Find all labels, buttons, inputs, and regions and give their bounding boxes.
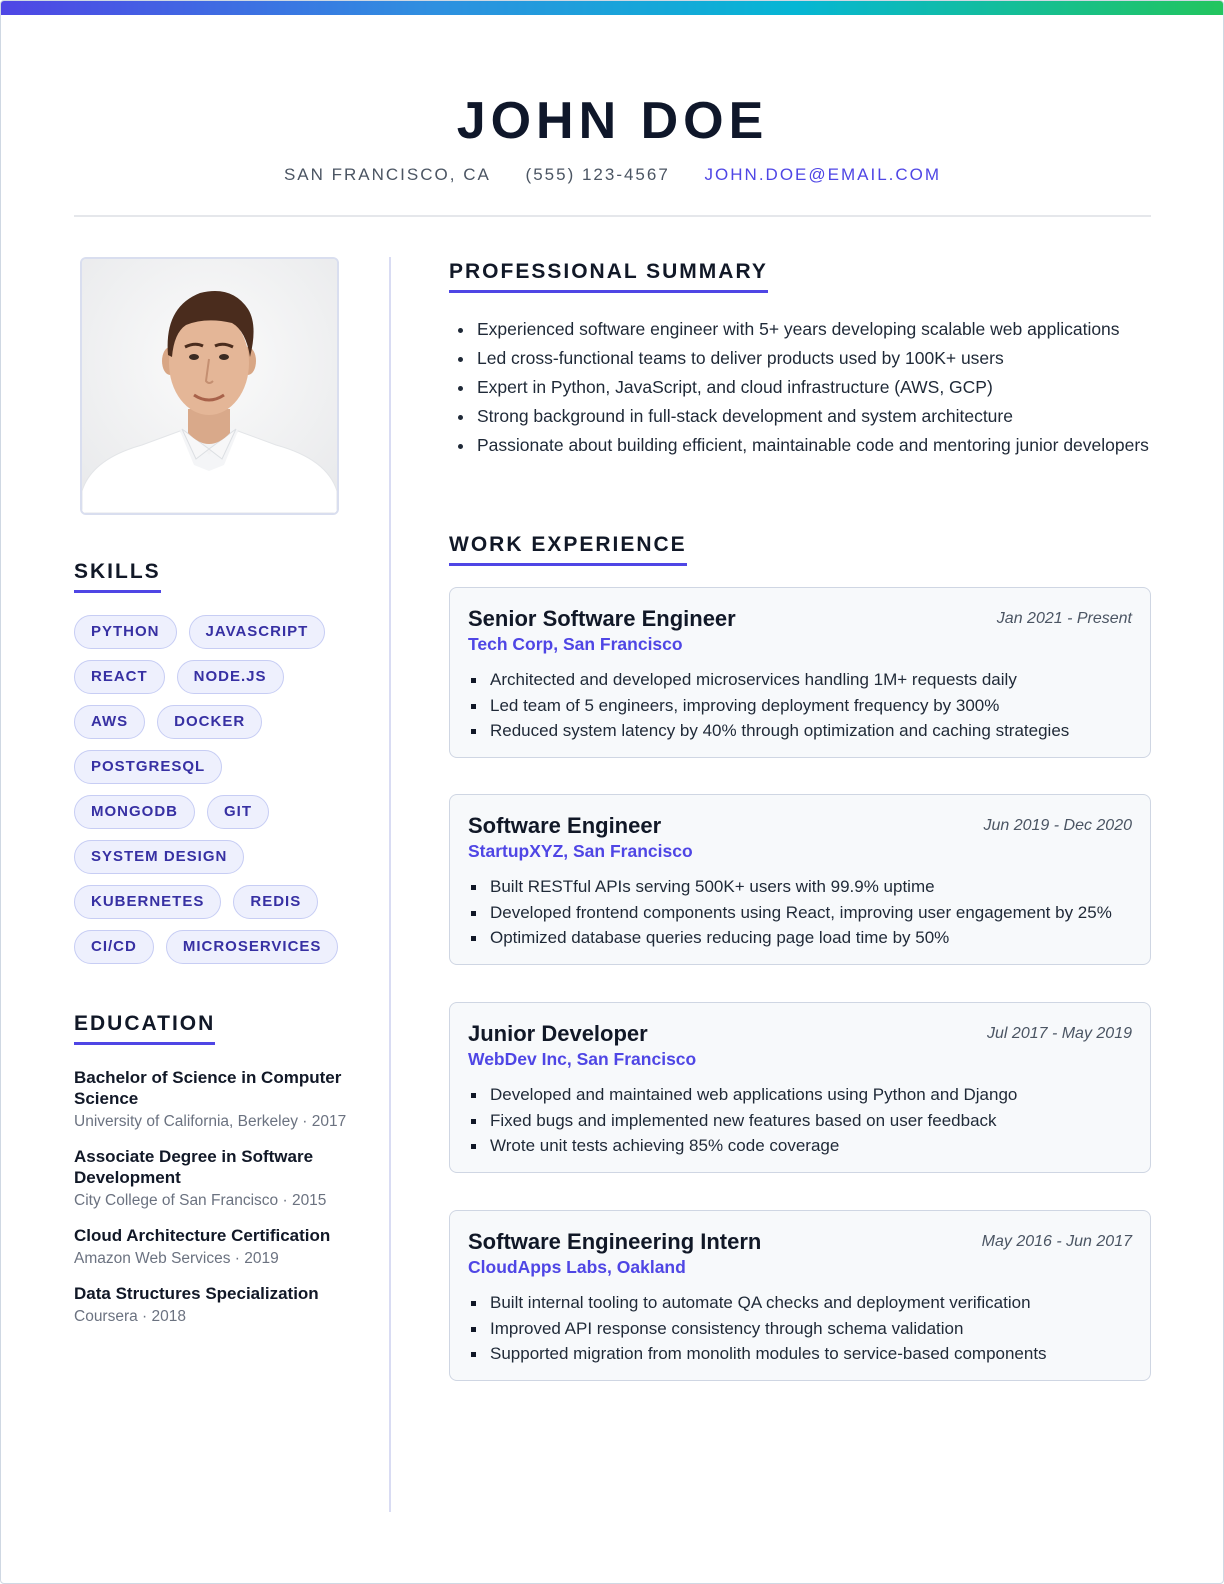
skill-tag: NODE.JS	[177, 660, 284, 694]
job-dates: May 2016 - Jun 2017	[981, 1233, 1132, 1250]
email-link[interactable]: JOHN.DOE@EMAIL.COM	[704, 165, 942, 184]
skill-tag: JAVASCRIPT	[189, 615, 326, 649]
location-text: SAN FRANCISCO, CA	[283, 165, 491, 184]
degree-title: Cloud Architecture Certification	[74, 1226, 331, 1245]
degree-title: Data Structures Specialization	[74, 1284, 319, 1303]
job-company: WebDev Inc, San Francisco	[468, 1049, 697, 1069]
job-dates: Jan 2021 - Present	[996, 610, 1132, 627]
job-bullet: Architected and developed microservices handling 1M+ requests daily	[468, 667, 1132, 693]
degree-title: Associate Degree in Software Development	[74, 1147, 314, 1187]
job-bullet: Built RESTful APIs serving 500K+ users with 99.9% uptime	[468, 874, 1132, 900]
job-bullet: Wrote unit tests achieving 85% code coverage	[468, 1133, 1132, 1159]
job-bullet: Optimized database queries reducing page load time by 50%	[468, 925, 1132, 951]
job-card	[449, 794, 1151, 965]
summary-item: • Experienced software engineer with 5+ years developing scalable web applications	[475, 315, 1155, 344]
education-list	[74, 1067, 364, 1341]
job-bullet: Reduced system latency by 40% through optimization and caching strategies	[468, 718, 1132, 744]
skill-tag: AWS	[74, 705, 145, 739]
job-bullet: Supported migration from monolith modules to service-based components	[468, 1341, 1132, 1367]
summary-item: • Led cross-functional teams to deliver products used by 100K+ users	[475, 344, 1155, 373]
job-company: StartupXYZ, San Francisco	[468, 841, 693, 861]
skills-heading: SKILLS	[74, 560, 161, 593]
skill-tag: REACT	[74, 660, 165, 694]
job-bullet: Built internal tooling to automate QA checks and deployment verification	[468, 1290, 1132, 1316]
job-bullet: Fixed bugs and implemented new features based on user feedback	[468, 1108, 1132, 1134]
education-item	[74, 1283, 364, 1326]
candidate-name: JOHN DOE	[456, 92, 769, 150]
skill-tag: PYTHON	[74, 615, 177, 649]
column-divider	[389, 257, 391, 1512]
job-bullet-list	[468, 667, 1132, 744]
education-item	[74, 1067, 364, 1131]
job-title: Senior Software Engineer	[468, 606, 736, 631]
profile-photo	[80, 257, 339, 515]
job-bullet: Led team of 5 engineers, improving deployment frequency by 300%	[468, 693, 1132, 719]
skill-tag: MICROSERVICES	[166, 930, 339, 964]
job-company: Tech Corp, San Francisco	[468, 634, 683, 654]
job-dates: Jul 2017 - May 2019	[987, 1025, 1132, 1042]
job-bullet-list	[468, 874, 1132, 951]
job-bullet-list	[468, 1290, 1132, 1367]
summary-list	[475, 315, 1155, 460]
skills-tag-list	[74, 615, 364, 964]
skill-tag: REDIS	[233, 885, 318, 919]
education-heading: EDUCATION	[74, 1012, 215, 1045]
work-experience-heading: WORK EXPERIENCE	[449, 533, 687, 566]
skill-tag: DOCKER	[157, 705, 262, 739]
skill-tag: KUBERNETES	[74, 885, 221, 919]
job-title: Software Engineer	[468, 813, 662, 838]
summary-item: • Passionate about building efficient, maintainable code and mentoring junior developers	[475, 431, 1155, 460]
job-dates: Jun 2019 - Dec 2020	[983, 817, 1132, 834]
job-bullet-list	[468, 1082, 1132, 1159]
summary-item: • Expert in Python, JavaScript, and cloud infrastructure (AWS, GCP)	[475, 373, 1155, 402]
summary-heading: PROFESSIONAL SUMMARY	[449, 260, 768, 293]
job-card	[449, 587, 1151, 758]
skill-tag: CI/CD	[74, 930, 154, 964]
institution-text: Amazon Web Services · 2019	[74, 1250, 279, 1267]
gradient-top-bar	[1, 1, 1223, 15]
degree-title: Bachelor of Science in Computer Science	[74, 1068, 342, 1108]
skill-tag: SYSTEM DESIGN	[74, 840, 244, 874]
job-card	[449, 1002, 1151, 1173]
profile-photo-illustration	[82, 259, 337, 513]
resume-header	[74, 15, 1151, 217]
job-company: CloudApps Labs, Oakland	[468, 1257, 686, 1277]
institution-text: University of California, Berkeley · 2017	[74, 1113, 347, 1130]
summary-item: • Strong background in full-stack development and system architecture	[475, 402, 1155, 431]
education-item	[74, 1225, 364, 1268]
skill-tag: MONGODB	[74, 795, 195, 829]
job-bullet: Developed and maintained web applications using Python and Django	[468, 1082, 1132, 1108]
job-title: Software Engineering Intern	[468, 1229, 762, 1254]
institution-text: Coursera · 2018	[74, 1308, 187, 1325]
phone-text: (555) 123-4567	[525, 165, 670, 184]
job-bullet: Improved API response consistency through schema validation	[468, 1316, 1132, 1342]
skill-tag: POSTGRESQL	[74, 750, 222, 784]
job-bullet: Developed frontend components using React, improving user engagement by 25%	[468, 900, 1132, 926]
job-title: Junior Developer	[468, 1021, 648, 1046]
contact-line	[74, 165, 1151, 185]
job-card	[449, 1210, 1151, 1381]
skill-tag: GIT	[207, 795, 269, 829]
education-item	[74, 1146, 364, 1210]
institution-text: City College of San Francisco · 2015	[74, 1192, 327, 1209]
